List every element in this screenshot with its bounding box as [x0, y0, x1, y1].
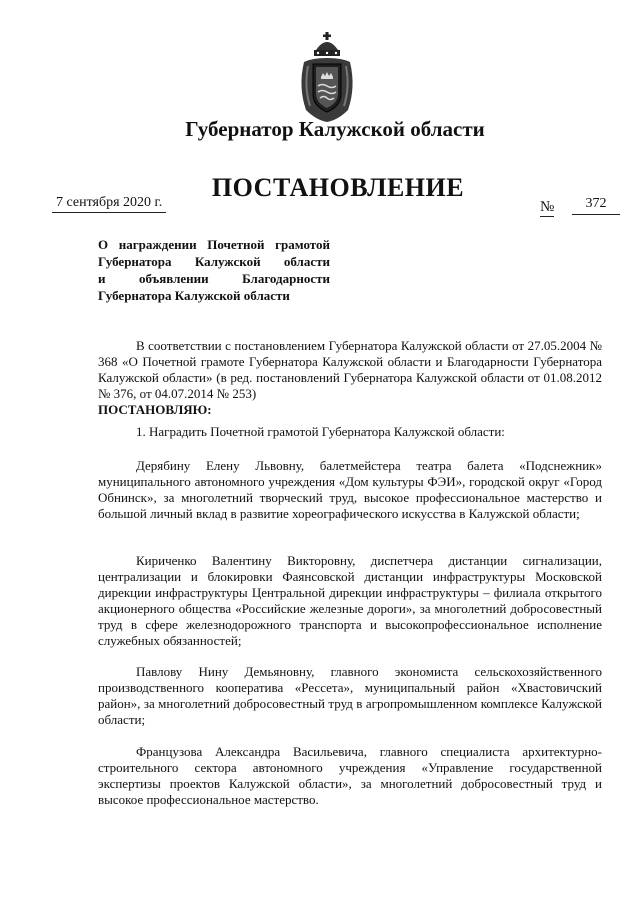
subject-line: Губернатора Калужской области	[98, 288, 290, 303]
number-value: 372	[572, 196, 620, 215]
preamble-text: В соответствии с постановлением Губернатора Калужской области от 27.05.2004 № 368 «О Почетной грамоте Губернатора Калужской области и Благодарности Губернатора Калужской области» (в ред. постановлений Губернатора Калужской области от 01.08.2012 № 376, от 04.07.2014 № 253)	[98, 338, 602, 401]
number-sign: №	[540, 199, 555, 215]
subject-line: О награждении Почетной грамотой	[98, 237, 330, 252]
awardee-paragraph: Дерябину Елену Львовну, балетмейстера театра балета «Подснежник» муниципального автономного учреждения «Дом культуры ФЭИ», городской округ «Город Обнинск», за многолетний творческий труд, высокое профессиональное мастерство и большой личный вклад в развитие хореографического искусства в Калужской области;	[98, 458, 602, 521]
document-date: 7 сентября 2020 г.	[52, 195, 166, 213]
decree-word: ПОСТАНОВЛЯЮ:	[98, 402, 212, 417]
document-number	[540, 196, 607, 217]
coat-of-arms-icon	[296, 32, 358, 124]
awardee-paragraph: Павлову Нину Демьяновну, главного экономиста сельскохозяйственного производственного кооператива «Рессета», муниципальный район «Хвастовичский район», за многолетний добросовестный труд в агропромышленном комплексе Калужской области;	[98, 664, 602, 727]
decree-item-1: 1. Наградить Почетной грамотой Губернатора Калужской области:	[136, 424, 505, 439]
org-title: Губернатор Калужской области	[185, 117, 485, 141]
document-subject	[98, 236, 330, 304]
subject-line: и объявлении Благодарности	[98, 271, 330, 286]
subject-line: Губернатора Калужской области	[98, 254, 330, 269]
document-type-title: ПОСТАНОВЛЕНИЕ	[211, 173, 465, 202]
preamble	[98, 338, 602, 418]
awardee-paragraph: Французова Александра Васильевича, главного специалиста архитектурно-строительного сектора автономного учреждения «Управление государственной экспертизы проектов Калужской области», за многолетний добросовестный труд и высокое профессиональное мастерство.	[98, 744, 602, 807]
awardee-paragraph: Кириченко Валентину Викторовну, диспетчера дистанции сигнализации, централизации и блокировки Фаянсовской дистанции инфраструктуры Московской дирекции инфраструктуры Центральной дирекции инфраструктуры – филиала открытого акционерного общества «Российские железные дороги», за многолетний добросовестный труд в сфере железнодорожного транспорта и высокопрофессиональное исполнение служебных обязанностей;	[98, 553, 602, 648]
